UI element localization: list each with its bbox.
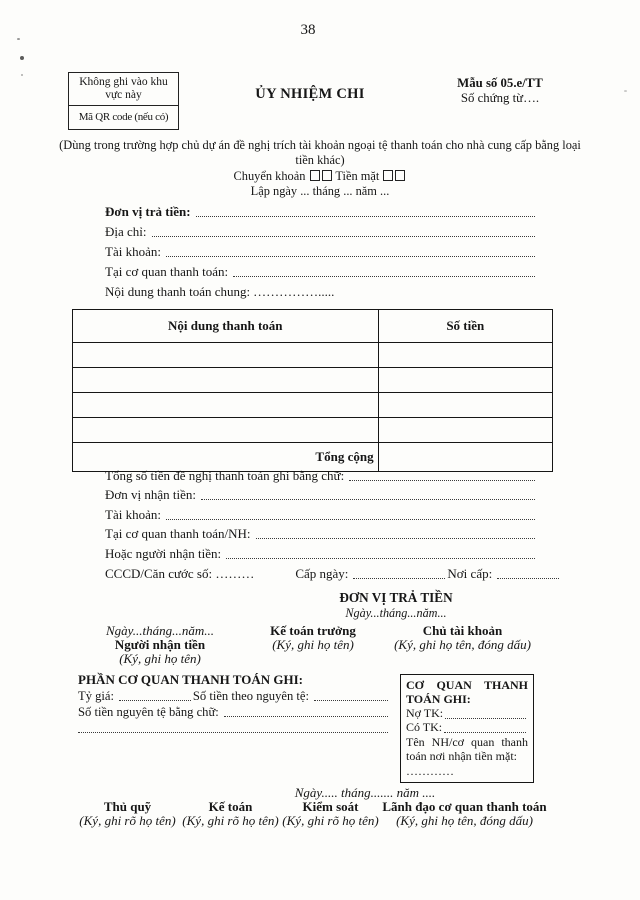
cash-checkbox	[395, 170, 405, 181]
payer-bank-field	[105, 260, 537, 280]
signature-role: Lãnh đạo cơ quan thanh toán	[382, 799, 547, 814]
content-cell	[73, 343, 379, 368]
signature-role: Thủ quỹ	[103, 799, 152, 814]
continuation-field	[78, 720, 390, 736]
id-card-field	[105, 562, 537, 582]
payer-signature-block	[0, 590, 640, 670]
scan-speck	[20, 56, 24, 60]
amount-cell	[378, 368, 552, 393]
dotted-line	[78, 732, 388, 733]
settlement-agency-box	[400, 674, 534, 783]
qr-code-label: Mã QR code (nếu có)	[78, 111, 169, 123]
dotted-line	[349, 480, 535, 481]
signature-role: Kiểm soát	[302, 799, 359, 814]
dotted-line	[314, 700, 388, 701]
payer-account-field	[105, 240, 537, 260]
signature-role: Người nhận tiền	[114, 636, 206, 652]
amount-words-label: Số tiền nguyên tệ bằng chữ:	[78, 705, 219, 719]
credit-account-field	[406, 721, 528, 735]
field-label: Nội dung thanh toán chung:	[105, 284, 251, 299]
agency-leader-signature	[362, 800, 567, 828]
dotted-line	[497, 578, 559, 579]
table-row	[73, 343, 553, 368]
table-header-row	[73, 310, 553, 343]
dotted-line	[353, 578, 445, 579]
payment-description-field	[105, 280, 537, 300]
scan-speck	[624, 90, 627, 92]
form-number-block	[425, 76, 575, 106]
table-row	[73, 418, 553, 443]
cash-label: Tiền mặt	[335, 169, 380, 184]
dotted-line	[166, 519, 535, 520]
signature-note: (Ký, ghi họ tên, đóng dấu)	[396, 812, 533, 828]
amount-column-header: Số tiền	[378, 310, 552, 343]
dotted-line	[233, 276, 535, 277]
transfer-label: Chuyển khoản	[233, 169, 306, 184]
content-column-header: Nội dung thanh toán	[73, 310, 379, 343]
payer-sign-title: ĐƠN VỊ TRẢ TIỀN	[339, 590, 453, 605]
field-label: Hoặc người nhận tiền:	[105, 545, 222, 561]
signature-note: (Ký, ghi họ tên)	[272, 636, 354, 652]
signature-note: (Ký, ghi rõ họ tên)	[282, 812, 379, 828]
bottom-sign-date: Ngày..... tháng....... năm ....	[294, 785, 436, 800]
box-heading: CƠ QUAN THANH TOÁN GHI:	[406, 678, 528, 707]
form-title: ỦY NHIỆM CHI	[255, 86, 365, 102]
intro-block	[58, 138, 582, 198]
dotted-line	[119, 700, 191, 701]
signature-role: Kế toán trưởng	[270, 623, 356, 638]
signature-note: (Ký, ghi họ tên)	[119, 650, 201, 666]
field-label: Tại cơ quan thanh toán:	[105, 264, 229, 279]
no-write-area-label: Không ghi vào khu vực này	[69, 73, 178, 106]
signature-role: Kế toán	[208, 799, 253, 814]
signature-date: Ngày...tháng...năm...	[106, 623, 214, 638]
fx-amount-words-field	[78, 704, 390, 720]
field-label: Tài khoản:	[105, 244, 161, 259]
payee-bank-field	[105, 523, 537, 543]
debit-account-field	[406, 707, 528, 721]
amount-cell	[378, 393, 552, 418]
fx-amount-label: Số tiền theo nguyên tệ:	[192, 689, 309, 703]
issue-place-label: Nơi cấp:	[447, 565, 493, 581]
signature-note: (Ký, ghi rõ họ tên)	[79, 812, 176, 828]
receiver-signature	[75, 624, 245, 665]
dotted-line	[445, 718, 526, 719]
dotted-line	[196, 216, 535, 217]
scan-speck	[21, 74, 23, 76]
signature-role: Chủ tài khoản	[422, 623, 503, 638]
dotted-line	[444, 732, 526, 733]
payment-method-line	[58, 169, 582, 184]
payee-person-field	[105, 542, 537, 562]
bottom-signature-block	[0, 785, 640, 855]
settlement-section	[78, 672, 390, 736]
field-label: Tại cơ quan thanh toán/NH:	[105, 526, 251, 542]
payee-account-field	[105, 503, 537, 523]
dotted-line	[152, 236, 535, 237]
field-label: Địa chỉ:	[105, 224, 147, 239]
dotted-line	[201, 499, 535, 500]
field-label: Đơn vị trả tiền:	[105, 204, 191, 219]
cash-checkbox	[383, 170, 393, 181]
amount-cell	[378, 343, 552, 368]
content-cell	[73, 368, 379, 393]
payment-table	[72, 309, 553, 472]
prepared-date-line: Lập ngày ... tháng ... năm ...	[250, 183, 390, 198]
dotted-line	[224, 716, 388, 717]
dotted-line	[166, 256, 535, 257]
rate-label: Tỷ giá:	[78, 689, 115, 703]
payer-section	[105, 200, 537, 300]
field-label: Đơn vị nhận tiền:	[105, 487, 196, 503]
payee-name-field	[105, 484, 537, 504]
chief-accountant-signature	[238, 624, 388, 652]
table-row	[73, 393, 553, 418]
content-cell	[73, 393, 379, 418]
payer-sign-header	[296, 590, 496, 621]
field-label: Tài khoản:	[105, 506, 161, 522]
form-number: Mẫu số 05.e/TT	[457, 76, 543, 90]
exchange-rate-field	[78, 688, 390, 704]
account-holder-signature	[370, 624, 555, 652]
dotted-line	[226, 558, 535, 559]
payer-sign-date: Ngày...tháng...năm...	[345, 606, 447, 620]
dotted-line	[256, 538, 535, 539]
dots-trail: …………….....	[253, 284, 335, 299]
page-number: 38	[300, 22, 316, 38]
content-cell	[73, 418, 379, 443]
signature-note: (Ký, ghi rõ họ tên)	[182, 812, 279, 828]
amount-cell	[378, 418, 552, 443]
signature-note: (Ký, ghi họ tên, đóng dấu)	[394, 636, 531, 652]
id-label: CCCD/Căn cước số: ………	[105, 565, 255, 581]
transfer-checkbox	[310, 170, 320, 181]
total-label: Tổng cộng	[73, 443, 379, 472]
table-row	[73, 368, 553, 393]
settlement-heading: PHẦN CƠ QUAN THANH TOÁN GHI:	[78, 672, 303, 687]
payer-address-field	[105, 220, 537, 240]
field-label: Tổng số tiền đề nghị thanh toán ghi bằng chữ:	[105, 467, 345, 483]
bank-name-line: Tên NH/cơ quan thanh toán nơi nhận tiền mặt:	[406, 734, 528, 764]
amount-in-words-field	[105, 464, 537, 484]
payer-name-field	[105, 200, 537, 220]
document-number: Số chứng từ….	[460, 91, 540, 105]
payee-section	[105, 464, 537, 582]
form-subtitle: (Dùng trong trường hợp chủ dự án đề nghị trích tài khoản ngoại tệ thanh toán cho nhà cung cấp bằng loại tiền khác)	[59, 138, 581, 167]
dots-trail: …………	[406, 763, 454, 778]
transfer-checkbox	[322, 170, 332, 181]
issue-date-label: Cấp ngày:	[295, 565, 349, 581]
credit-label: Có TK:	[406, 720, 443, 735]
debit-label: Nợ TK:	[406, 706, 444, 721]
